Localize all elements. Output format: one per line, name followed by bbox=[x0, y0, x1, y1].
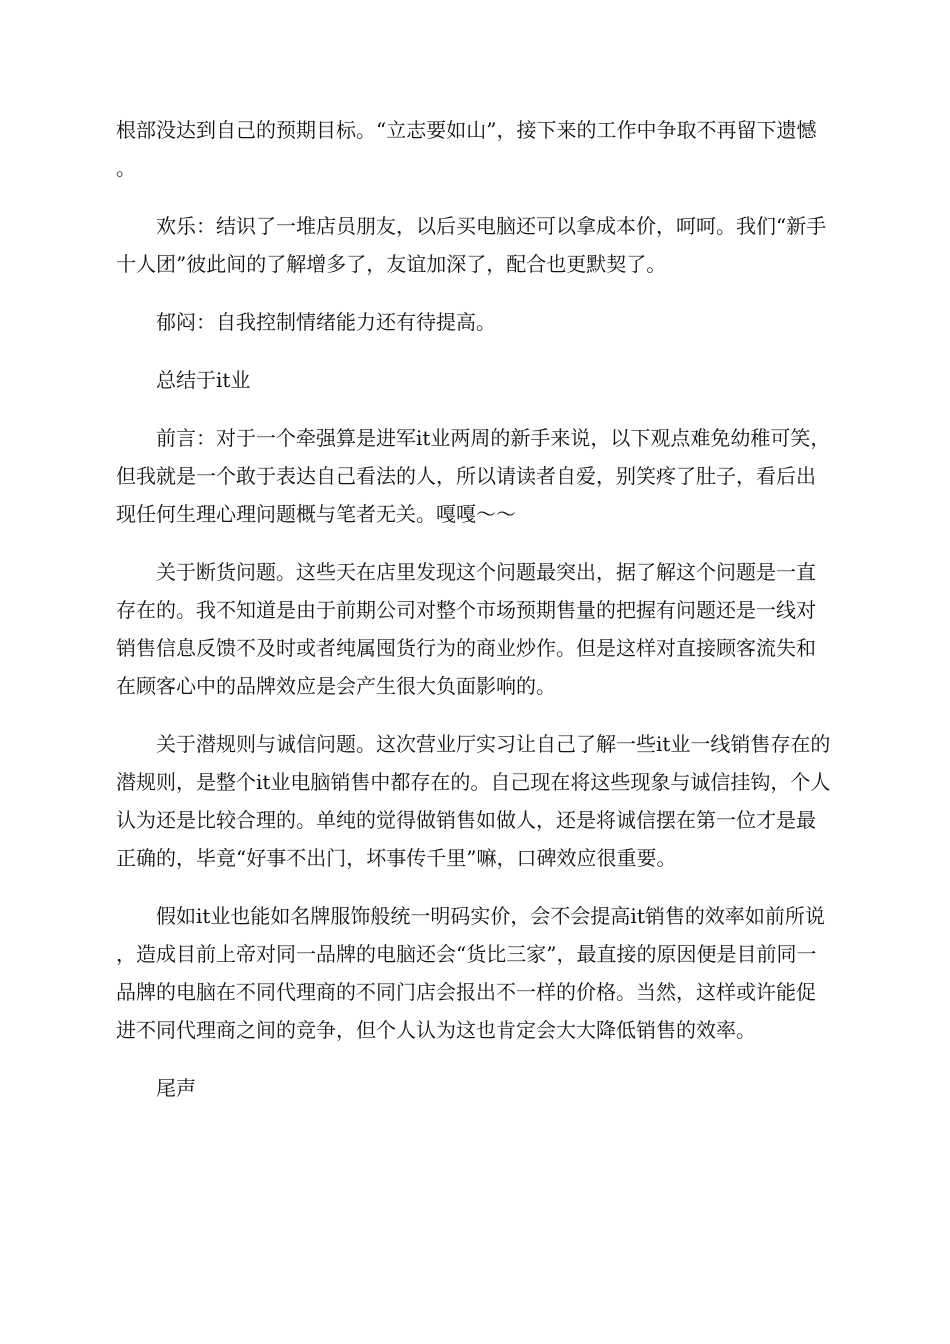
paragraph-joy: 欢乐：结识了一堆店员朋友，以后买电脑还可以拿成本价，呵呵。我们“新手十人团”彼此间的了解增多了，友谊加深了，配合也更默契了。 bbox=[116, 214, 827, 276]
section-heading-it-summary: 总结于it业 bbox=[156, 368, 251, 392]
section-heading-epilogue: 尾声 bbox=[156, 1076, 196, 1100]
paragraph-stock-shortage: 关于断货问题。这些天在店里发现这个问题最突出，据了解这个问题是一直存在的。我不知道是由于前期公司对整个市场预期售量的把握有问题还是一线对销售信息反馈不及时或者纯属囤货行为的商业炒作。但是这样对直接顾客流失和在顾客心中的品牌效应是会产生很大负面影响的。 bbox=[116, 560, 816, 698]
paragraph-continuation: 根部没达到自己的预期目标。“立志要如山”，接下来的工作中争取不再留下遗憾。 bbox=[116, 118, 817, 180]
paragraph-pricing: 假如it业也能如名牌服饰般统一明码实价，会不会提高it销售的效率如前所说，造成目前上帝对同一品牌的电脑还会“货比三家”，最直接的原因便是目前同一品牌的电脑在不同代理商的不同门店会报出不一样的价格。当然，这样或许能促进不同代理商之间的竞争，但个人认为这也肯定会大大降低销售的效率。 bbox=[116, 904, 825, 1042]
paragraph-preface: 前言：对于一个牵强算是进军it业两周的新手来说，以下观点难免幼稚可笑，但我就是一个敢于表达自己看法的人，所以请读者自爱，别笑疼了肚子，看后出现任何生理心理问题概与笔者无关。嘎嘎～～ bbox=[116, 426, 831, 526]
paragraph-frustration: 郁闷：自我控制情绪能力还有待提高。 bbox=[156, 310, 496, 334]
paragraph-integrity: 关于潜规则与诚信问题。这次营业厅实习让自己了解一些it业一线销售存在的潜规则，是整个it业电脑销售中都存在的。自己现在将这些现象与诚信挂钩，个人认为还是比较合理的。单纯的觉得做销售如做人，还是将诚信摆在第一位才是最正确的，毕竟“好事不出门，坏事传千里”嘛，口碑效应很重要。 bbox=[116, 732, 831, 870]
document-body bbox=[116, 111, 834, 1127]
